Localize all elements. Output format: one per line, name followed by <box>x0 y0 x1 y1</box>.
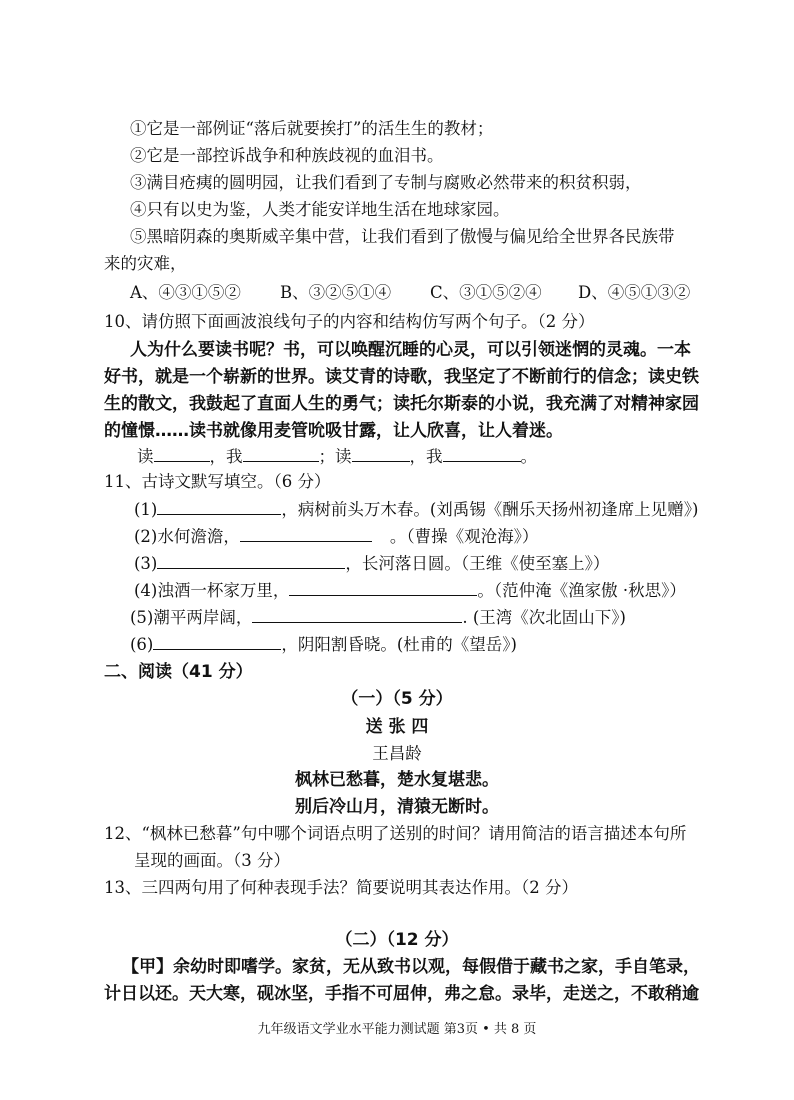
q11-line-3-post: ，长河落日圆。（王维《使至塞上》） <box>345 554 610 573</box>
part-2-para-line-2: 计日以还。天大寒，砚冰坚，手指不可屈伸，弗之怠。录毕，走送之，不敢稍逾 <box>104 984 699 1004</box>
poem-line-2: 别后冷山月，清猿无断时。 <box>295 797 499 817</box>
q11-line-6 <box>130 631 517 658</box>
q11-line-5-pre: (5)潮平两岸阔， <box>130 608 253 627</box>
q9-statement-3: ③满目疮痍的圆明园，让我们看到了专制与腐败必然带来的积贫积弱， <box>130 173 642 192</box>
page-footer: 九年级语文学业水平能力测试题 第3页 • 共 8 页 <box>257 1022 537 1037</box>
q10-fill-wo-2: ，我 <box>409 447 443 466</box>
q10-passage-line-2: 好书，就是一个崭新的世界。读艾青的诗歌，我坚定了不断前行的信念；读史铁 <box>104 367 699 387</box>
q9-statement-5a: ⑤黑暗阴森的奥斯威辛集中营，让我们看到了傲慢与偏见给全世界各民族带 <box>130 227 675 246</box>
q11-line-1-post: ，病树前头万木春。(刘禹锡《酬乐天扬州初逢席上见赠》) <box>281 500 699 519</box>
section-2-title: 二、阅读（41 分） <box>104 662 253 682</box>
q11-blank-3[interactable] <box>157 550 345 569</box>
q11-line-4-post: 。（范仲淹《渔家傲 ·秋思》） <box>477 581 686 600</box>
q11-blank-6[interactable] <box>153 631 281 650</box>
q10-blank-1[interactable] <box>154 443 210 462</box>
q12-line-1: 12、“枫林已愁暮”句中哪个词语点明了送别的时间？请用简洁的语言描述本句所 <box>104 824 687 843</box>
poem-title: 送 张 四 <box>365 717 429 737</box>
q11-line-1 <box>134 496 699 523</box>
q10-passage-line-3: 生的散文，我鼓起了直面人生的勇气；读托尔斯泰的小说，我充满了对精神家园 <box>104 394 699 414</box>
q11-line-3 <box>134 550 609 577</box>
q9-option-c: C、③①⑤②④ <box>430 283 542 302</box>
q11-line-2 <box>134 523 538 550</box>
q11-line-3-pre: (3) <box>134 554 158 573</box>
q11-line-4-pre: (4)浊酒一杯家万里， <box>134 581 290 600</box>
q10-passage-line-1: 人为什么要读书呢？书，可以唤醒沉睡的心灵，可以引领迷惘的灵魂。一本 <box>130 340 691 360</box>
q10-fill-wo-1: ，我 <box>209 447 243 466</box>
q11-blank-2[interactable] <box>240 523 372 542</box>
poem-line-1: 枫林已愁暮，楚水复堪悲。 <box>295 770 499 790</box>
q10-blank-4[interactable] <box>443 443 521 462</box>
q11-line-5-post: . (王湾《次北固山下》) <box>462 608 626 627</box>
q11-line-5 <box>130 604 626 631</box>
q10-prompt: 10、请仿照下面画波浪线句子的内容和结构仿写两个句子。（2 分） <box>104 312 595 331</box>
q11-prompt: 11、古诗文默写填空。（6 分） <box>104 472 331 491</box>
q9-statement-5b: 来的灾难， <box>104 254 187 273</box>
q9-statement-2: ②它是一部控诉战争和种族歧视的血泪书。 <box>130 146 444 165</box>
q11-line-1-pre: (1) <box>134 500 158 519</box>
q10-fill-du-1: 读 <box>137 447 154 466</box>
q12-line-2: 呈现的画面。（3 分） <box>134 851 290 870</box>
part-2-para-line-1: 【甲】余幼时即嗜学。家贫，无从致书以观，每假借于藏书之家，手自笔录， <box>122 957 700 977</box>
q11-line-6-post: ，阴阳割昏晓。(杜甫的《望岳》) <box>281 635 517 654</box>
q10-fill-line <box>137 443 537 470</box>
q9-option-a: A、④③①⑤② <box>130 283 241 302</box>
q10-fill-end: 。 <box>520 447 537 466</box>
q11-line-4 <box>134 577 686 604</box>
q9-statement-4: ④只有以史为鉴，人类才能安详地生活在地球家园。 <box>130 200 510 219</box>
q11-blank-5[interactable] <box>252 604 462 623</box>
q10-blank-2[interactable] <box>243 443 319 462</box>
part-2-title: （二）（12 分） <box>335 930 459 950</box>
q11-line-2-post: 。（曹操《观沧海》） <box>389 527 539 546</box>
q10-fill-semi: ；读 <box>318 447 352 466</box>
q9-option-b: B、③②⑤①④ <box>280 283 392 302</box>
q10-blank-3[interactable] <box>352 443 410 462</box>
q11-line-6-pre: (6) <box>130 635 154 654</box>
q11-blank-1[interactable] <box>157 496 281 515</box>
poem-part-title: （一）（5 分） <box>341 689 453 709</box>
q13-text: 13、三四两句用了何种表现手法？简要说明其表达作用。（2 分） <box>104 878 578 897</box>
poem-author: 王昌龄 <box>372 744 422 763</box>
q9-statement-1: ①它是一部例证“落后就要挨打”的活生生的教材； <box>130 119 494 138</box>
q9-option-d: D、④⑤①③② <box>578 283 691 302</box>
q10-passage-line-4: 的憧憬……读书就像用麦管吮吸甘露，让人欣喜，让人着迷。 <box>104 421 563 441</box>
q11-line-2-pre: (2)水何澹澹， <box>134 527 240 546</box>
q11-blank-4[interactable] <box>289 577 477 596</box>
